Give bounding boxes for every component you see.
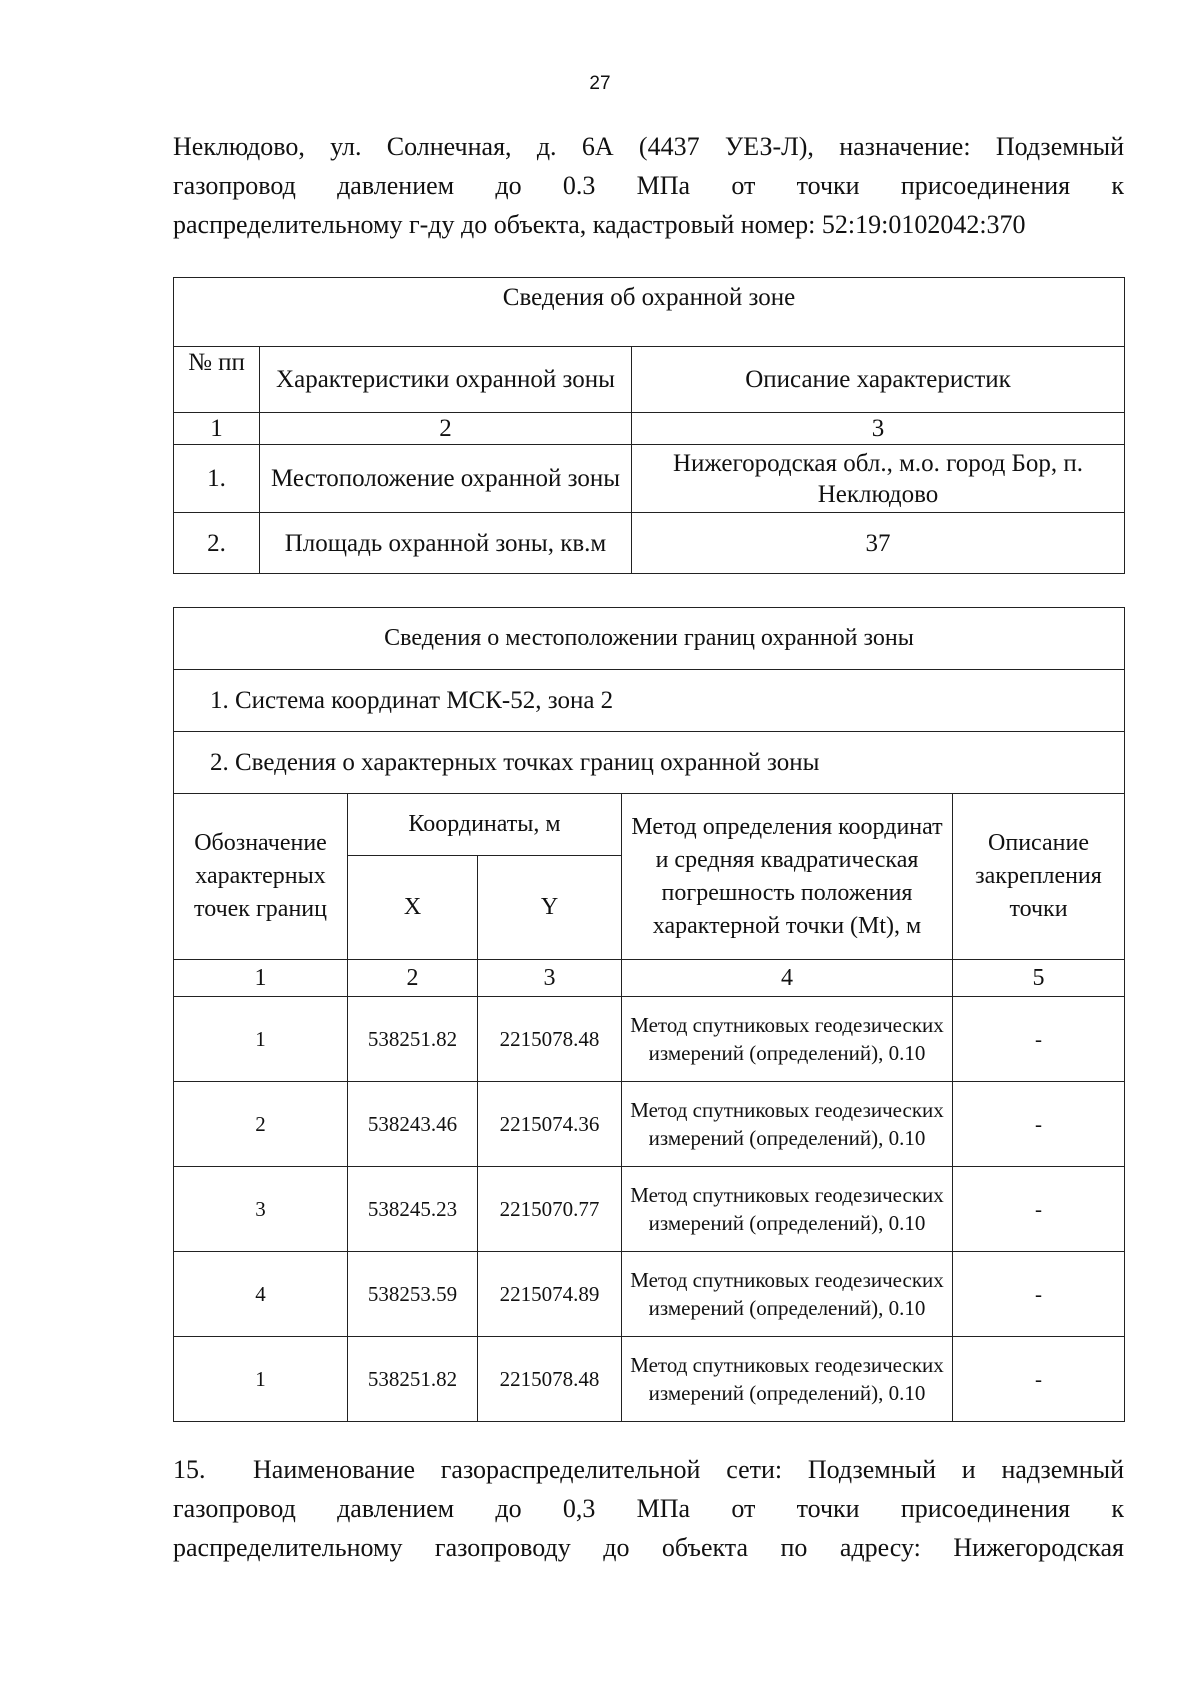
numbering-cell: 1 (174, 413, 260, 445)
numbering-cell: 3 (478, 960, 622, 997)
header-y: Y (478, 856, 622, 960)
section-number: 15. (173, 1455, 206, 1484)
table-row (174, 997, 1125, 1082)
header-x: X (348, 856, 478, 960)
table-row (174, 1167, 1125, 1252)
zone-table-title: Сведения об охранной зоне (174, 278, 1125, 347)
point-fixing: - (953, 1337, 1125, 1422)
point-x: 538245.23 (348, 1167, 478, 1252)
point-id: 1 (174, 1337, 348, 1422)
row-name: Площадь охранной зоны, кв.м (260, 513, 632, 574)
section-15-first-line (173, 1450, 1124, 1489)
point-id: 2 (174, 1082, 348, 1167)
header-fixing: Описание закрепления точки (953, 794, 1125, 960)
row-no: 2. (174, 513, 260, 574)
point-fixing: - (953, 997, 1125, 1082)
numbering-cell: 3 (632, 413, 1125, 445)
point-method: Метод спутниковых геодезических измерений (определений), 0.10 (622, 1252, 953, 1337)
points-info-row: 2. Сведения о характерных точках границ охранной зоны (174, 732, 1125, 794)
section-15-line: Наименование газораспределительной сети: Подземный и надземный (253, 1455, 1124, 1484)
numbering-cell: 2 (260, 413, 632, 445)
point-method: Метод спутниковых геодезических измерений (определений), 0.10 (622, 1167, 953, 1252)
header-method: Метод определения координат и средняя квадратическая погрешность положения характерной точки (Mt), м (622, 794, 953, 960)
intro-paragraph (173, 127, 1124, 244)
point-y: 2215078.48 (478, 997, 622, 1082)
point-y: 2215074.36 (478, 1082, 622, 1167)
bounds-table-title: Сведения о местоположении границ охранной зоны (174, 608, 1125, 670)
row-value: Нижегородская обл., м.о. город Бор, п. Неклюдово (632, 445, 1125, 513)
coordinate-system-row: 1. Система координат МСК-52, зона 2 (174, 670, 1125, 732)
header-designation: Обозначение характерных точек границ (174, 794, 348, 960)
numbering-cell: 4 (622, 960, 953, 997)
point-method: Метод спутниковых геодезических измерений (определений), 0.10 (622, 1337, 953, 1422)
point-y: 2215078.48 (478, 1337, 622, 1422)
section-15-line: газопровод давлением до 0,3 МПа от точки присоединения к (173, 1494, 1124, 1523)
table-row (174, 1252, 1125, 1337)
header-description: Описание характеристик (632, 347, 1125, 413)
numbering-cell: 2 (348, 960, 478, 997)
point-x: 538253.59 (348, 1252, 478, 1337)
header-no: № пп (174, 347, 260, 413)
intro-line: Неклюдово, ул. Солнечная, д. 6А (4437 УЕЗ-Л), назначение: Подземный (173, 132, 1124, 161)
point-y: 2215074.89 (478, 1252, 622, 1337)
point-fixing: - (953, 1167, 1125, 1252)
row-no: 1. (174, 445, 260, 513)
table-row (174, 1337, 1125, 1422)
header-characteristics: Характеристики охранной зоны (260, 347, 632, 413)
point-x: 538251.82 (348, 997, 478, 1082)
point-fixing: - (953, 1252, 1125, 1337)
point-fixing: - (953, 1082, 1125, 1167)
row-name: Местоположение охранной зоны (260, 445, 632, 513)
row-value: 37 (632, 513, 1125, 574)
table-row (174, 1082, 1125, 1167)
point-method: Метод спутниковых геодезических измерений (определений), 0.10 (622, 997, 953, 1082)
intro-line: газопровод давлением до 0.3 МПа от точки присоединения к (173, 171, 1124, 200)
intro-line: распределительному г-ду до объекта, кадастровый номер: 52:19:0102042:370 (173, 210, 1026, 239)
point-id: 1 (174, 997, 348, 1082)
header-coordinates: Координаты, м (348, 794, 622, 856)
boundaries-table (173, 607, 1125, 1422)
protection-zone-table (173, 277, 1125, 574)
section-15-line: распределительному газопроводу до объекта по адресу: Нижегородская (173, 1533, 1124, 1562)
point-id: 3 (174, 1167, 348, 1252)
point-y: 2215070.77 (478, 1167, 622, 1252)
point-x: 538243.46 (348, 1082, 478, 1167)
section-15-paragraph (173, 1450, 1124, 1567)
numbering-cell: 1 (174, 960, 348, 997)
numbering-cell: 5 (953, 960, 1125, 997)
point-id: 4 (174, 1252, 348, 1337)
page-number: 27 (589, 73, 611, 94)
point-x: 538251.82 (348, 1337, 478, 1422)
point-method: Метод спутниковых геодезических измерений (определений), 0.10 (622, 1082, 953, 1167)
